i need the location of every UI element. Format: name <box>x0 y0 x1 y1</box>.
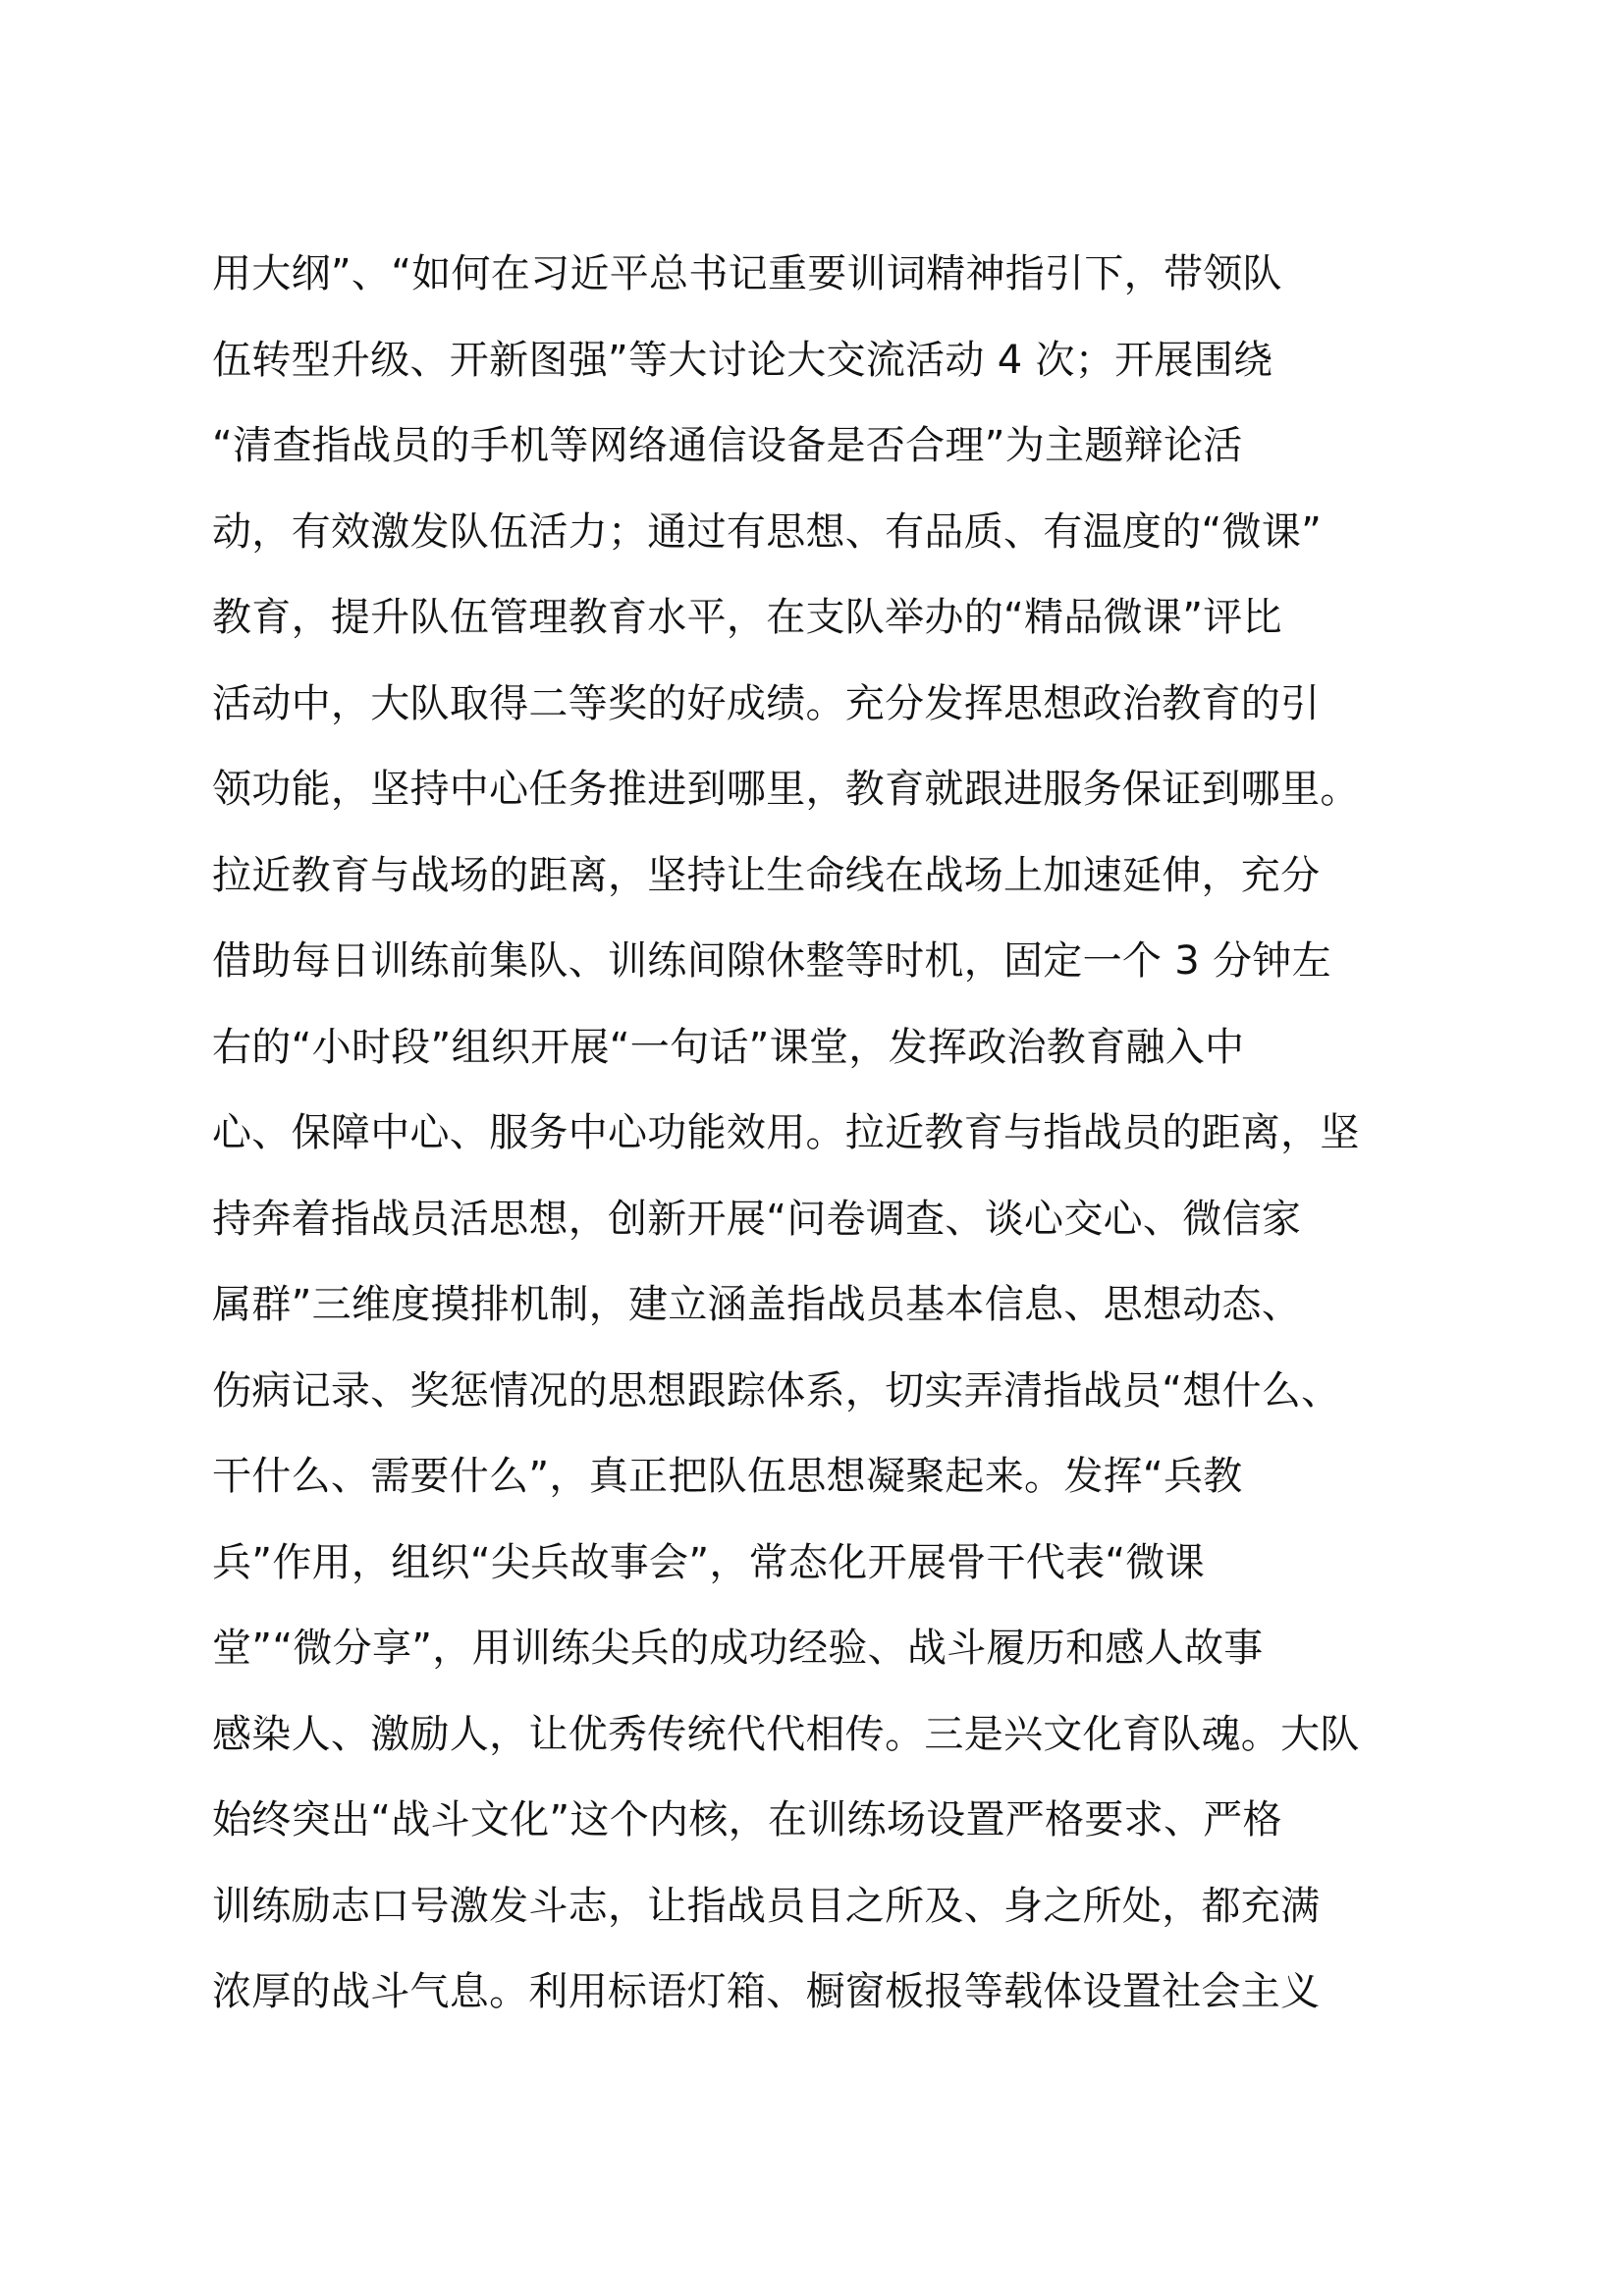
body-paragraph <box>212 232 1449 2036</box>
text-line: 属群”三维度摸排机制，建立涵盖指战员基本信息、思想动态、 <box>212 1282 1302 1327</box>
text-line: 持奔着指战员活思想，创新开展“问卷调查、谈心交心、微信家 <box>212 1196 1302 1242</box>
text-line: 心、保障中心、服务中心功能效用。拉近教育与指战员的距离，坚 <box>212 1110 1360 1155</box>
text-line: 活动中，大队取得二等奖的好成绩。充分发挥思想政治教育的引 <box>212 680 1321 726</box>
text-line: 借助每日训练前集队、训练间隙休整等时机，固定一个 3 分钟左 <box>212 938 1331 984</box>
text-line: 伤病记录、奖惩情况的思想跟踪体系，切实弄清指战员“想什么、 <box>212 1367 1341 1414</box>
text-line: 感染人、激励人，让优秀传统代代相传。三是兴文化育队魂。大队 <box>212 1711 1360 1757</box>
text-line: 伍转型升级、开新图强”等大讨论大交流活动 4 次；开展围绕 <box>212 337 1273 383</box>
text-line: 用大纲”、“如何在习近平总书记重要训词精神指引下，带领队 <box>212 251 1282 296</box>
text-line: 领功能，坚持中心任务推进到哪里，教育就跟进服务保证到哪里。 <box>212 767 1360 812</box>
text-line: “清查指战员的手机等网络通信设备是否合理”为主题辩论活 <box>212 423 1243 468</box>
text-line: 浓厚的战斗气息。利用标语灯箱、橱窗板报等载体设置社会主义 <box>212 1969 1321 2014</box>
text-line: 训练励志口号激发斗志，让指战员目之所及、身之所处，都充满 <box>212 1883 1321 1929</box>
text-line: 动，有效激发队伍活力；通过有思想、有品质、有温度的“微课” <box>212 508 1323 555</box>
text-line: 干什么、需要什么”，真正把队伍思想凝聚起来。发挥“兵教 <box>212 1454 1243 1499</box>
text-line: 始终突出“战斗文化”这个内核，在训练场设置严格要求、严格 <box>212 1797 1282 1842</box>
text-line: 拉近教育与战场的距离，坚持让生命线在战场上加速延伸，充分 <box>212 852 1321 898</box>
text-line: 右的“小时段”组织开展“一句话”课堂，发挥政治教育融入中 <box>212 1024 1245 1070</box>
text-line: 兵”作用，组织“尖兵故事会”，常态化开展骨干代表“微课 <box>212 1539 1205 1585</box>
text-line: 堂”“微分享”，用训练尖兵的成功经验、战斗履历和感人故事 <box>212 1626 1264 1671</box>
text-line: 教育，提升队伍管理教育水平，在支队举办的“精品微课”评比 <box>212 595 1282 640</box>
